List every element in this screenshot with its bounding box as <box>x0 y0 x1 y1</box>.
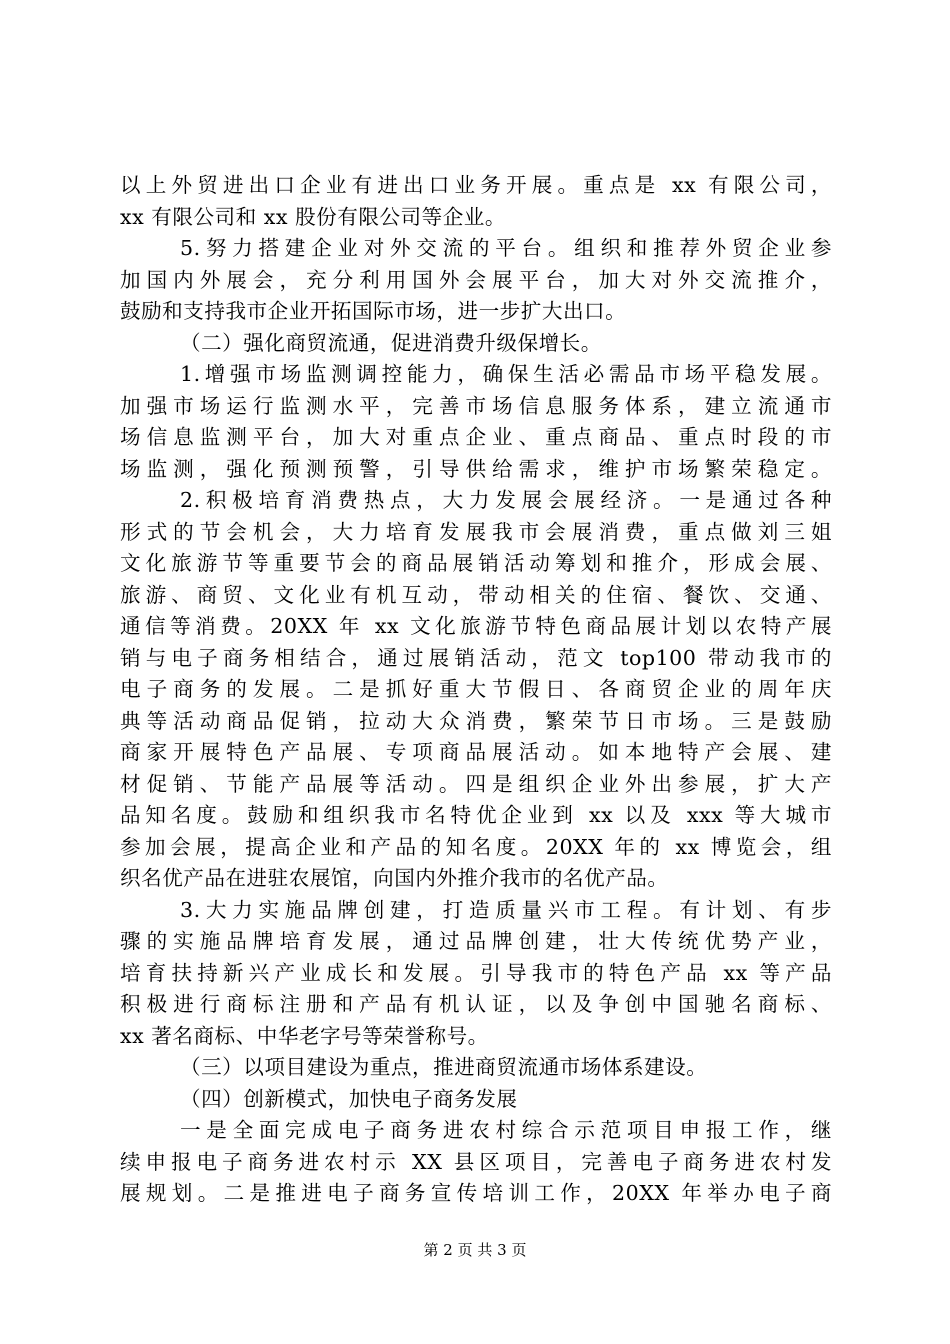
text-line: 场信息监测平台，加大对重点企业、重点商品、重点时段的市 <box>120 425 832 449</box>
text-line: 参加会展，提高企业和产品的知名度。20XX 年的 xx 博览会，组 <box>120 834 832 859</box>
document-body <box>120 170 832 1210</box>
section-heading: （三）以项目建设为重点，推进商贸流通市场体系建设。 <box>180 1055 708 1079</box>
text-line: 文化旅游节等重要节会的商品展销活动筹划和推介，形成会展、 <box>120 551 832 575</box>
text-line: 典等活动商品促销，拉动大众消费，繁荣节日市场。三是鼓励 <box>120 708 832 733</box>
paragraph-start-line: 2.积极培育消费热点，大力发展会展经济。一是通过各种 <box>180 488 832 512</box>
text-line: xx 著名商标、中华老字号等荣誉称号。 <box>120 1023 489 1048</box>
text-line: 通信等消费。20XX 年 xx 文化旅游节特色商品展计划以农特产展 <box>120 614 832 638</box>
text-line: 旅游、商贸、文化业有机互动，带动相关的住宿、餐饮、交通、 <box>120 582 832 607</box>
text-line: 加国内外展会，充分利用国外会展平台，加大对外交流推介， <box>120 267 832 292</box>
text-line: 品知名度。鼓励和组织我市名特优企业到 xx 以及 xxx 等大城市 <box>120 803 832 827</box>
paragraph-start-line: 5.努力搭建企业对外交流的平台。组织和推荐外贸企业参 <box>180 236 832 260</box>
text-line: 以上外贸进出口企业有进出口业务开展。重点是 xx 有限公司， <box>120 173 832 197</box>
text-line: 形式的节会机会，大力培育发展我市会展消费，重点做刘三姐 <box>120 519 832 544</box>
text-line: 电子商务的发展。二是抓好重大节假日、各商贸企业的周年庆 <box>120 677 832 701</box>
text-line: 展规划。二是推进电子商务宣传培训工作，20XX 年举办电子商 <box>120 1181 832 1205</box>
paragraph-start-line: 一是全面完成电子商务进农村综合示范项目申报工作，继 <box>180 1118 832 1142</box>
text-line: 鼓励和支持我市企业开拓国际市场，进一步扩大出口。 <box>120 299 627 323</box>
text-line: xx 有限公司和 xx 股份有限公司等企业。 <box>120 204 506 229</box>
paragraph-start-line: 1.增强市场监测调控能力，确保生活必需品市场平稳发展。 <box>180 362 832 386</box>
section-heading: （二）强化商贸流通，促进消费升级保增长。 <box>180 330 602 355</box>
text-line: 场监测，强化预测预警，引导供给需求，维护市场繁荣稳定。 <box>120 456 832 481</box>
text-line: 续申报电子商务进农村示 XX 县区项目，完善电子商务进农村发 <box>120 1149 832 1174</box>
text-line: 骤的实施品牌培育发展，通过品牌创建，壮大传统优势产业， <box>120 929 832 953</box>
page-number-footer: 第 2 页 共 3 页 <box>423 1241 527 1259</box>
paragraph-start-line: 3.大力实施品牌创建，打造质量兴市工程。有计划、有步 <box>180 897 832 922</box>
text-line: 织名优产品在进驻农展馆，向国内外推介我市的名优产品。 <box>120 866 669 890</box>
text-line: 积极进行商标注册和产品有机认证，以及争创中国驰名商标、 <box>120 992 832 1016</box>
text-line: 加强市场运行监测水平，完善市场信息服务体系，建立流通市 <box>120 393 832 418</box>
text-line: 商家开展特色产品展、专项商品展活动。如本地特产会展、建 <box>120 740 832 764</box>
section-heading: （四）创新模式，加快电子商务发展 <box>180 1086 518 1111</box>
text-line: 培育扶持新兴产业成长和发展。引导我市的特色产品 xx 等产品 <box>120 960 832 985</box>
text-line: 销与电子商务相结合，通过展销活动，范文 top100 带动我市的 <box>120 645 832 670</box>
text-line: 材促销、节能产品展等活动。四是组织企业外出参展，扩大产 <box>120 771 832 796</box>
